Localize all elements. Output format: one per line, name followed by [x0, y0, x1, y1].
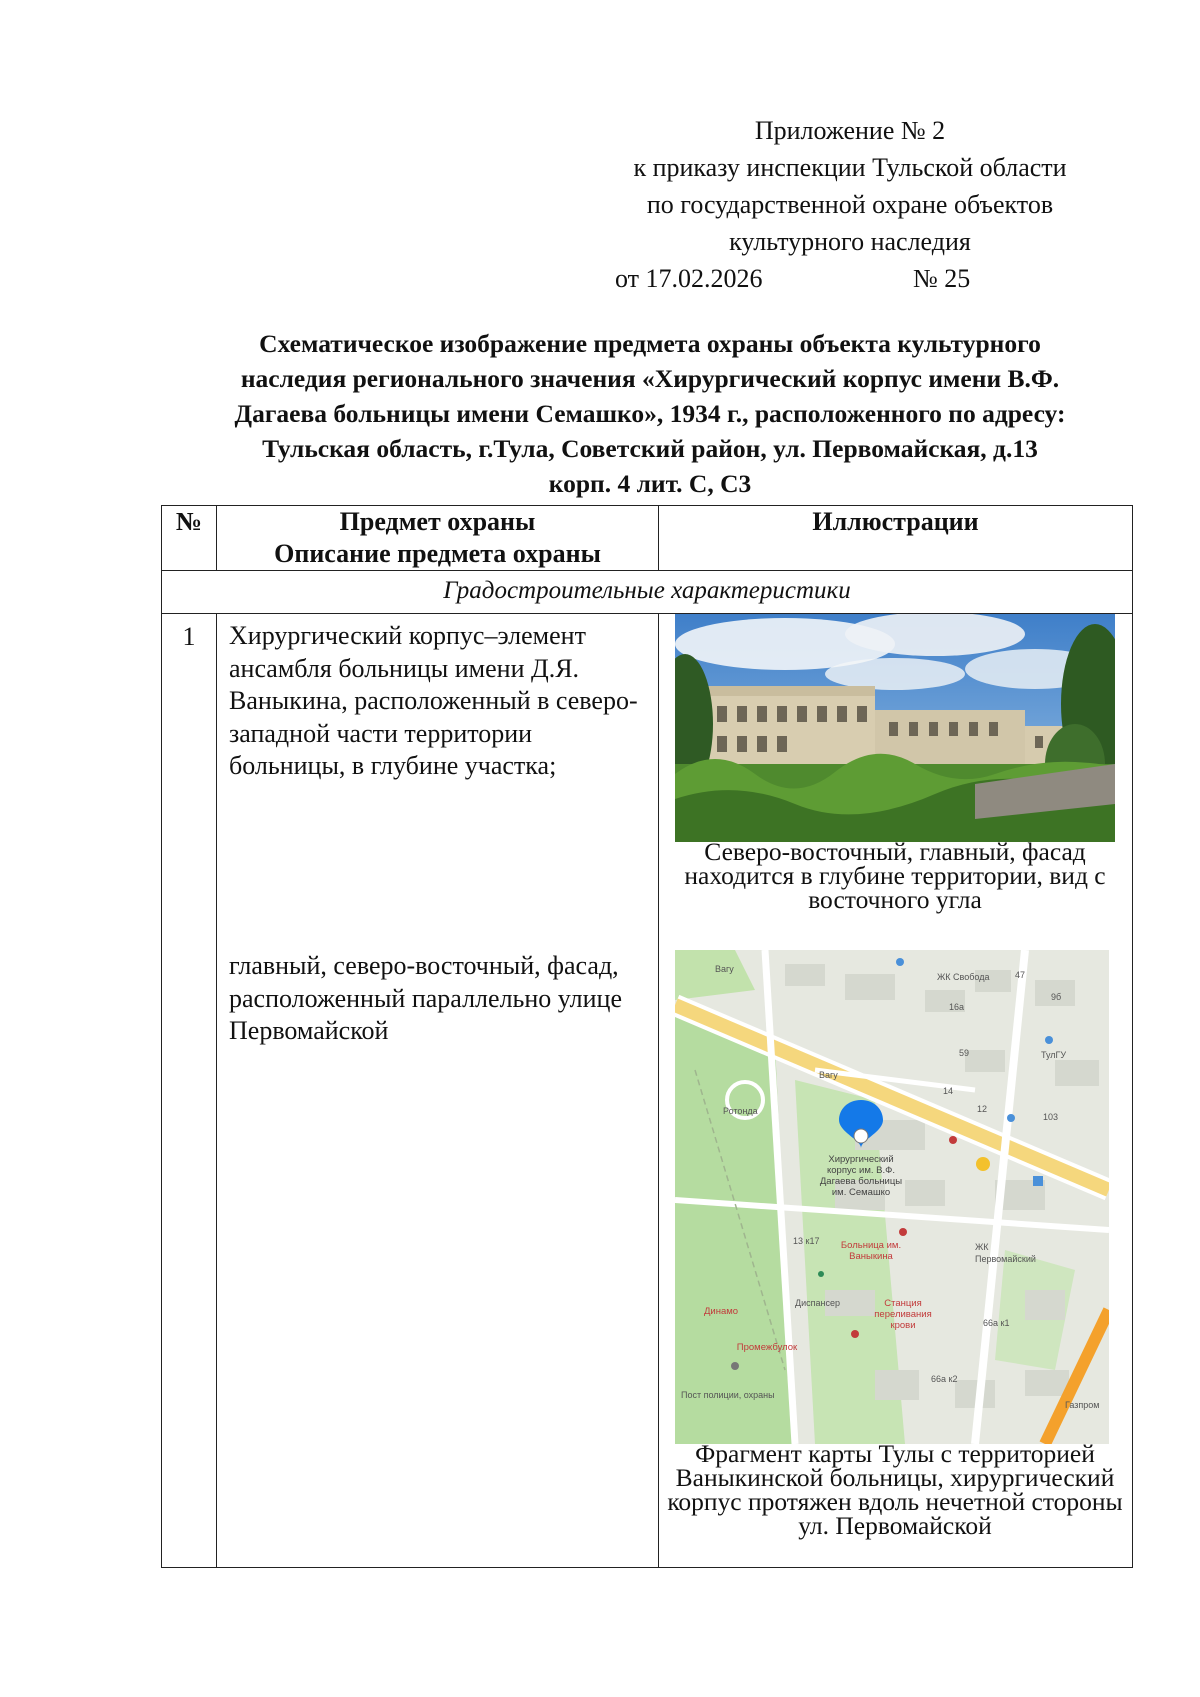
- map-label-13k17: 13 к17: [793, 1236, 820, 1246]
- map-label-47: 47: [1015, 970, 1026, 980]
- map-label-66ak1: 66а к1: [983, 1318, 1010, 1328]
- appendix-dateline: [560, 260, 1140, 297]
- map-label-tulgu: ТулГУ: [1041, 1050, 1067, 1060]
- map-label-14: 14: [943, 1086, 954, 1096]
- header-illustrations: Иллюстрации: [659, 506, 1133, 571]
- map-label-vagu-mid: Вагу: [819, 1070, 838, 1080]
- description-paragraph-1: Хирургический корпус–элемент ансамбля больницы имени Д.Я. Ваныкина, расположенный в северо-западной части территории больницы, в глубине участка;: [229, 621, 638, 780]
- title-line: корп. 4 лит. С, С3: [548, 469, 752, 498]
- map-label-station-1: Станция: [884, 1298, 922, 1309]
- header-subject-label: Предмет охраны: [339, 507, 536, 536]
- map-label-zhk-pervomaisky-2: Первомайский: [975, 1254, 1036, 1264]
- title-line: Дагаева больницы имени Семашко», 1934 г., расположенного по адресу:: [234, 399, 1066, 428]
- map-label-59: 59: [959, 1048, 970, 1058]
- row-description: [217, 614, 659, 1568]
- title-line: наследия регионального значения «Хирургический корпус имени В.Ф.: [240, 364, 1060, 393]
- map-label-hospital-1: Хирургический: [828, 1154, 894, 1165]
- protection-table: [161, 505, 1133, 1568]
- map-label-vanykin-2: Ваныкина: [849, 1251, 893, 1262]
- title-line: Тульская область, г.Тула, Советский район, ул. Первомайская, д.13: [262, 434, 1038, 463]
- table-header-row: [162, 506, 1133, 571]
- table-row: [162, 614, 1133, 1568]
- map-label-station-3: крови: [890, 1320, 916, 1331]
- map-label-hospital-3: Дагаева больницы: [819, 1176, 903, 1187]
- appendix-title: Приложение № 2: [754, 116, 946, 145]
- map-label-hospital-4: им. Семашко: [831, 1187, 891, 1198]
- map-label-dispanser: Диспансер: [795, 1298, 840, 1308]
- appendix-order: к приказу инспекции Тульской области: [633, 153, 1067, 182]
- appendix-header: [560, 112, 1140, 297]
- title-line: Схематическое изображение предмета охраны объекта культурного: [259, 329, 1041, 358]
- section-row: [162, 571, 1133, 614]
- appendix-authority: по государственной охране объектов: [646, 190, 1054, 219]
- map-label-gazprom: Газпром: [1065, 1400, 1100, 1410]
- map-caption: Фрагмент карты Тулы с территорией Ваныкинской больницы, хирургический корпус протяжен вдоль нечетной стороны ул. Первомайской: [667, 1439, 1123, 1540]
- map-label-promezhbulok: Промежбулок: [736, 1342, 798, 1353]
- map-label-66ak2: 66а к2: [931, 1374, 958, 1384]
- map-label-9b: 9б: [1051, 992, 1062, 1002]
- map-label-rotonda: Ротонда: [723, 1106, 758, 1116]
- header-num: №: [162, 506, 217, 571]
- building-photo: [675, 614, 1115, 842]
- map-label-16a: 16а: [949, 1002, 965, 1012]
- map-label-dinamo: Динамо: [703, 1306, 739, 1317]
- map-label-hospital-2: корпус им. В.Ф.: [827, 1165, 895, 1176]
- map-label-vagu-top: Вагу: [715, 964, 734, 974]
- photo-caption: Северо-восточный, главный, фасад находится в глубине территории, вид с восточного угла: [684, 837, 1106, 914]
- map-label-zhk-pervomaisky-1: ЖК: [975, 1242, 989, 1252]
- map-label-103: 103: [1043, 1112, 1059, 1122]
- map-label-station-2: переливания: [874, 1309, 932, 1320]
- header-subject: [217, 506, 659, 571]
- order-number: № 25: [913, 264, 971, 293]
- row-number: 1: [162, 614, 217, 1568]
- map-label-zhk-svoboda: ЖК Свобода: [937, 972, 990, 982]
- document-title: [170, 326, 1130, 501]
- map-label-vanykin-1: Больница им.: [840, 1240, 902, 1251]
- section-title: Градостроительные характеристики: [162, 571, 1133, 614]
- location-map: [675, 950, 1109, 1444]
- appendix-heritage: культурного наследия: [729, 227, 971, 256]
- order-date: от 17.02.2026: [615, 264, 763, 293]
- map-label-police: Пост полиции, охраны: [681, 1390, 775, 1400]
- description-paragraph-2: главный, северо-восточный, фасад, расположенный параллельно улице Первомайской: [229, 951, 623, 1045]
- map-label-12: 12: [977, 1104, 988, 1114]
- row-illustrations: [659, 614, 1133, 1568]
- header-description-label: Описание предмета охраны: [274, 539, 601, 568]
